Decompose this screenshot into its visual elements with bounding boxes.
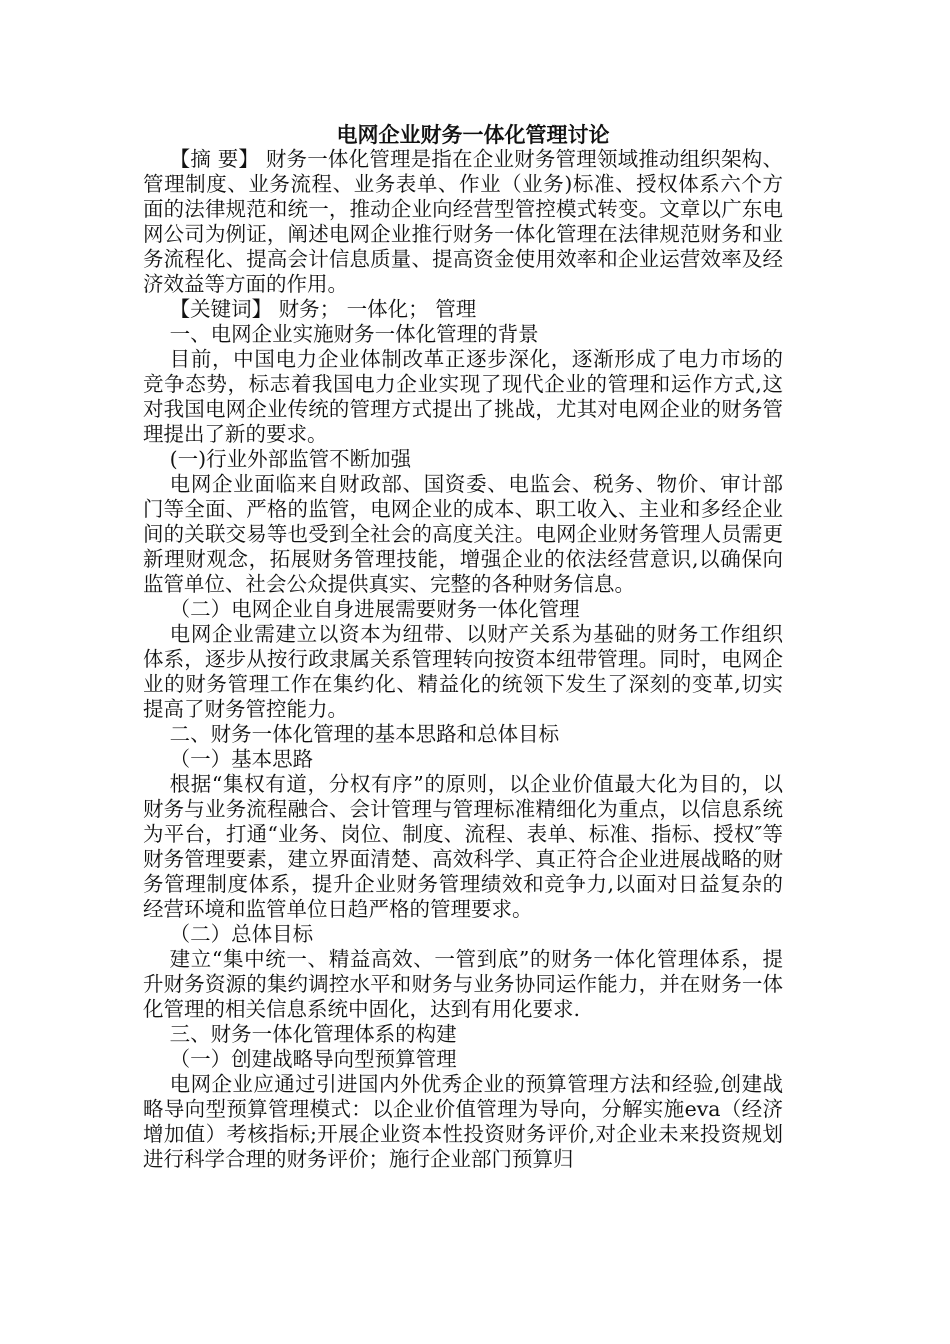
body-paragraph: 建立“集中统一、精益高效、一管到底”的财务一体化管理体系，提升财务资源的集约调控水平和财务与业务协同运作能力，并在财务一体化管理的相关信息系统中固化，达到有用化要求. [143, 947, 783, 1021]
keywords-line: 【关键词】 财务； 一体化； 管理 [169, 297, 477, 321]
subsection-heading: （二）总体目标 [169, 922, 314, 946]
subsection-heading: （二）电网企业自身进展需要财务一体化管理 [169, 597, 580, 621]
document-body [143, 122, 783, 1172]
body-paragraph: 目前，中国电力企业体制改革正逐步深化，逐渐形成了电力市场的竞争态势，标志着我国电力企业实现了现代企业的管理和运作方式,这对我国电网企业传统的管理方式提出了挑战，尤其对电网企业的财务管理提出了新的要求。 [143, 347, 783, 446]
abstract-paragraph: 【摘 要】 财务一体化管理是指在企业财务管理领域推动组织架构、管理制度、业务流程、业务表单、作业（业务)标准、授权体系六个方面的法律规范和统一，推动企业向经营型管控模式转变。文章以广东电网公司为例证，阐述电网企业推行财务一体化管理在法律规范财务和业务流程化、提高会计信息质量、提高资金使用效率和企业运营效率及经济效益等方面的作用。 [143, 147, 783, 296]
body-paragraph: 电网企业应通过引进国内外优秀企业的预算管理方法和经验,创建战略导向型预算管理模式：以企业价值管理为导向，分解实施eva（经济增加值）考核指标;开展企业资本性投资财务评价,对企业未来投资规划进行科学合理的财务评价；施行企业部门预算归 [143, 1072, 783, 1171]
subsection-heading: (一)行业外部监管不断加强 [169, 447, 412, 471]
document-title: 电网企业财务一体化管理讨论 [336, 122, 610, 147]
subsection-heading: （一）创建战略导向型预算管理 [169, 1047, 457, 1071]
body-paragraph: 电网企业需建立以资本为纽带、以财产关系为基础的财务工作组织体系，逐步从按行政隶属关系管理转向按资本纽带管理。同时，电网企业的财务管理工作在集约化、精益化的统领下发生了深刻的变革,切实提高了财务管控能力。 [143, 622, 783, 721]
body-paragraph: 电网企业面临来自财政部、国资委、电监会、税务、物价、审计部门等全面、严格的监管，电网企业的成本、职工收入、主业和多经企业间的关联交易等也受到全社会的高度关注。电网企业财务管理人员需更新理财观念，拓展财务管理技能，增强企业的依法经营意识,以确保向监管单位、社会公众提供真实、完整的各种财务信息。 [143, 472, 783, 596]
section-heading-3: 三、财务一体化管理体系的构建 [169, 1022, 457, 1046]
subsection-heading: （一）基本思路 [169, 747, 314, 771]
section-heading-1: 一、电网企业实施财务一体化管理的背景 [169, 322, 539, 346]
section-heading-2: 二、财务一体化管理的基本思路和总体目标 [169, 722, 560, 746]
body-paragraph: 根据“集权有道，分权有序”的原则，以企业价值最大化为目的，以财务与业务流程融合、会计管理与管理标准精细化为重点，以信息系统为平台，打通“业务、岗位、制度、流程、表单、标准、指标、授权″等财务管理要素，建立界面清楚、高效科学、真正符合企业进展战略的财务管理制度体系，提升企业财务管理绩效和竞争力,以面对日益复杂的经营环境和监管单位日趋严格的管理要求。 [143, 772, 783, 921]
